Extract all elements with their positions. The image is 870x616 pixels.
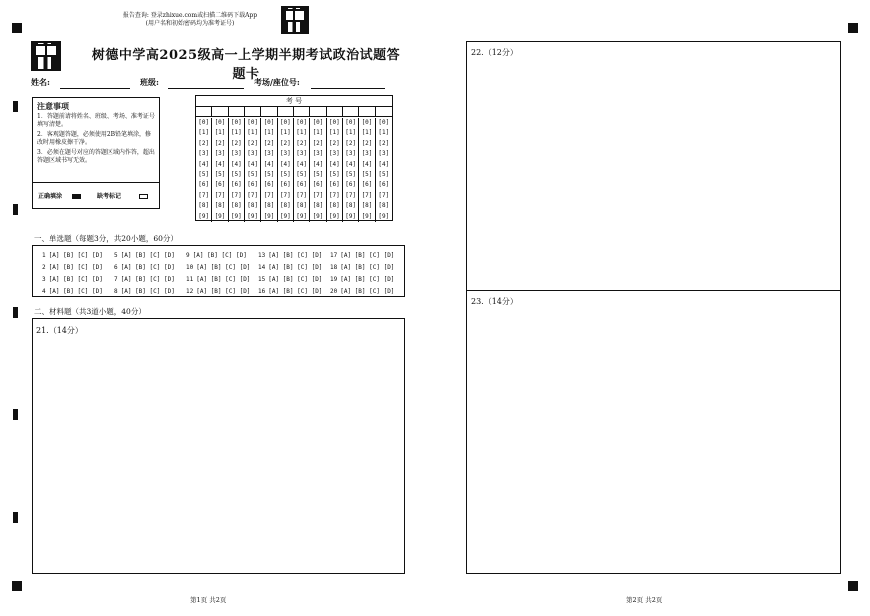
mc-options[interactable]: [A] [B] [C] [D] [268, 252, 323, 259]
digit-bubble[interactable]: [3] [279, 150, 291, 158]
digit-bubble[interactable]: [5] [312, 171, 324, 179]
digit-bubble[interactable]: [3] [230, 150, 242, 158]
digit-bubble[interactable]: [2] [378, 139, 390, 147]
digit-bubble[interactable]: [8] [378, 202, 390, 210]
app-qr-code [281, 6, 309, 34]
mc-options[interactable]: [A] [B] [C] [D] [120, 276, 175, 283]
digit-bubble[interactable]: [9] [312, 212, 324, 220]
digit-bubble[interactable]: [2] [198, 139, 210, 147]
digit-bubble[interactable]: [9] [247, 212, 259, 220]
digit-bubble[interactable]: [5] [296, 171, 308, 179]
corner-mark-bottom-right [848, 581, 858, 591]
answer-area-q23[interactable] [466, 290, 841, 574]
timing-mark [13, 204, 18, 215]
digit-bubble[interactable]: [3] [378, 150, 390, 158]
correct-fill-sample [72, 194, 81, 199]
mc-question-number: 3 [42, 276, 46, 283]
mc-question[interactable] [330, 264, 402, 272]
digit-bubble[interactable]: [4] [230, 160, 242, 168]
page-title: 树德中学高2025级高一上学期半期考试政治试题答题卡 [91, 48, 401, 82]
digit-bubble[interactable]: [2] [345, 139, 357, 147]
digit-bubble[interactable]: [0] [345, 119, 357, 126]
digit-bubble[interactable]: [5] [214, 171, 226, 179]
mc-question-number: 20 [330, 288, 338, 295]
mc-question[interactable] [186, 288, 258, 296]
digit-bubble[interactable]: [8] [263, 202, 275, 210]
digit-bubble[interactable]: [6] [230, 181, 242, 189]
exam-number-entry-cell[interactable] [376, 107, 392, 116]
mc-question[interactable] [42, 264, 114, 272]
digit-bubble[interactable]: [8] [361, 202, 373, 210]
mc-options[interactable]: [A] [B] [C] [D] [268, 264, 323, 271]
question-21-label: 21.（14分） [36, 326, 83, 335]
digit-bubble[interactable]: [3] [263, 150, 275, 158]
digit-bubble[interactable]: [9] [279, 212, 291, 220]
absent-mark-label: 缺考标记 [97, 193, 122, 200]
digit-bubble[interactable]: [7] [312, 191, 324, 199]
digit-bubble[interactable]: [6] [198, 181, 210, 189]
exam-number-column [261, 118, 277, 222]
digit-bubble[interactable]: [0] [263, 119, 275, 126]
mc-options[interactable]: [A] [B] [C] [D] [192, 252, 247, 259]
exam-number-bubbles [196, 118, 392, 220]
digit-bubble[interactable]: [6] [247, 181, 259, 189]
digit-bubble[interactable]: [0] [230, 119, 242, 126]
digit-bubble[interactable]: [4] [198, 160, 210, 168]
digit-bubble[interactable]: [7] [361, 191, 373, 199]
mc-options[interactable]: [A] [B] [C] [D] [48, 288, 103, 295]
mc-question-number: 8 [114, 288, 118, 295]
digit-bubble[interactable]: [3] [361, 150, 373, 158]
digit-bubble[interactable]: [0] [378, 119, 390, 126]
timing-mark [13, 512, 18, 523]
mc-options[interactable]: [A] [B] [C] [D] [196, 264, 251, 271]
digit-bubble[interactable]: [9] [198, 212, 210, 220]
mc-question[interactable] [186, 252, 258, 260]
section2-label: 二、材料题（共3道小题，40分） [34, 307, 146, 316]
exam-number-entry-cell[interactable] [245, 107, 261, 116]
mc-question-number: 4 [42, 288, 46, 295]
timing-mark [13, 409, 18, 420]
mc-question-number: 7 [114, 276, 118, 283]
mc-options[interactable]: [A] [B] [C] [D] [48, 252, 103, 259]
mc-question-number: 2 [42, 264, 46, 271]
digit-bubble[interactable]: [7] [345, 191, 357, 199]
mc-question[interactable] [258, 252, 330, 260]
exam-number-column [359, 118, 375, 222]
exam-number-entry-cell[interactable] [294, 107, 310, 116]
mc-question-number: 19 [330, 276, 338, 283]
digit-bubble[interactable]: [7] [328, 191, 340, 199]
digit-bubble[interactable]: [6] [378, 181, 390, 189]
digit-bubble[interactable]: [0] [361, 119, 373, 126]
class-field[interactable] [168, 88, 244, 89]
exam-number-entry-cell[interactable] [343, 107, 359, 116]
report-query-line2: (用户名和初始密码均为准考证号) [145, 20, 235, 27]
digit-bubble[interactable]: [5] [361, 171, 373, 179]
name-field[interactable] [60, 88, 130, 89]
digit-bubble[interactable]: [2] [296, 139, 308, 147]
mc-options[interactable]: [A] [B] [C] [D] [340, 264, 395, 271]
digit-bubble[interactable]: [8] [230, 202, 242, 210]
mc-options[interactable]: [A] [B] [C] [D] [48, 276, 103, 283]
exam-number-column [294, 118, 310, 222]
digit-bubble[interactable]: [8] [279, 202, 291, 210]
digit-bubble[interactable]: [7] [378, 191, 390, 199]
digit-bubble[interactable]: [4] [247, 160, 259, 168]
digit-bubble[interactable]: [1] [214, 129, 226, 137]
digit-bubble[interactable]: [2] [328, 139, 340, 147]
mc-question[interactable] [114, 264, 186, 272]
digit-bubble[interactable]: [5] [198, 171, 210, 179]
digit-bubble[interactable]: [4] [378, 160, 390, 168]
exam-number-entry-cell[interactable] [278, 107, 294, 116]
digit-bubble[interactable]: [5] [345, 171, 357, 179]
exam-number-column [196, 118, 212, 222]
digit-bubble[interactable]: [7] [279, 191, 291, 199]
mc-question-number: 11 [186, 276, 194, 283]
mc-question[interactable] [258, 288, 330, 296]
mc-question[interactable] [42, 276, 114, 284]
digit-bubble[interactable]: [6] [263, 181, 275, 189]
digit-bubble[interactable]: [6] [312, 181, 324, 189]
digit-bubble[interactable]: [2] [361, 139, 373, 147]
digit-bubble[interactable]: [3] [328, 150, 340, 158]
mc-options[interactable]: [A] [B] [C] [D] [340, 252, 395, 259]
digit-bubble[interactable]: [8] [312, 202, 324, 210]
exam-number-entry-cell[interactable] [196, 107, 212, 116]
digit-bubble[interactable]: [7] [198, 191, 210, 199]
digit-bubble[interactable]: [1] [279, 129, 291, 137]
digit-bubble[interactable]: [3] [247, 150, 259, 158]
digit-bubble[interactable]: [4] [296, 160, 308, 168]
digit-bubble[interactable]: [9] [263, 212, 275, 220]
digit-bubble[interactable]: [3] [214, 150, 226, 158]
mc-question-number: 13 [258, 252, 266, 259]
timing-mark [13, 101, 18, 112]
room-seat-field[interactable] [311, 88, 385, 89]
mc-question-number: 5 [114, 252, 118, 259]
digit-bubble[interactable]: [9] [296, 212, 308, 220]
exam-number-column [343, 118, 359, 222]
digit-bubble[interactable]: [8] [328, 202, 340, 210]
digit-bubble[interactable]: [5] [328, 171, 340, 179]
exam-number-entry-cell[interactable] [229, 107, 245, 116]
exam-number-column [229, 118, 245, 222]
notice-item: 1．答题前请将姓名、班级、考场、准考证号填写清楚。 [37, 113, 155, 128]
digit-bubble[interactable]: [8] [198, 202, 210, 210]
digit-bubble[interactable]: [6] [279, 181, 291, 189]
digit-bubble[interactable]: [1] [230, 129, 242, 137]
digit-bubble[interactable]: [7] [247, 191, 259, 199]
corner-mark-top-left [12, 23, 22, 33]
mc-options[interactable]: [A] [B] [C] [D] [120, 288, 175, 295]
mc-question-number: 16 [258, 288, 266, 295]
digit-bubble[interactable]: [4] [361, 160, 373, 168]
student-qr-code [31, 41, 61, 71]
digit-bubble[interactable]: [6] [361, 181, 373, 189]
exam-number-column [245, 118, 261, 222]
mc-options[interactable]: [A] [B] [C] [D] [120, 252, 175, 259]
digit-bubble[interactable]: [1] [312, 129, 324, 137]
exam-number-column [310, 118, 326, 222]
page-footer-1: 第1页 共2页 [190, 596, 227, 604]
section1-label: 一、单选题（每题3分，共20小题，60分） [34, 234, 178, 243]
digit-bubble[interactable]: [4] [279, 160, 291, 168]
name-label: 姓名: [31, 77, 50, 87]
notice-item: 3．必须在题号对应的答题区域内作答，超出答题区域书写无效。 [37, 149, 155, 164]
mc-question-number: 17 [330, 252, 338, 259]
mc-question-number: 12 [186, 288, 194, 295]
digit-bubble[interactable]: [1] [247, 129, 259, 137]
exam-number-entry-cell[interactable] [310, 107, 326, 116]
digit-bubble[interactable]: [1] [328, 129, 340, 137]
mc-question[interactable] [258, 276, 330, 284]
digit-bubble[interactable]: [1] [263, 129, 275, 137]
correct-fill-label: 正确填涂 [38, 193, 63, 200]
mc-question-number: 10 [186, 264, 194, 271]
digit-bubble[interactable]: [6] [328, 181, 340, 189]
report-query-line1: 报告查询: 登录zhixue.com或扫描二维码下载App [122, 12, 258, 19]
report-query-note [100, 12, 280, 28]
digit-bubble[interactable]: [5] [279, 171, 291, 179]
digit-bubble[interactable]: [0] [328, 119, 340, 126]
class-label: 班级: [140, 77, 159, 87]
mc-question[interactable] [114, 276, 186, 284]
page-footer-2: 第2页 共2页 [626, 596, 663, 604]
digit-bubble[interactable]: [9] [345, 212, 357, 220]
digit-bubble[interactable]: [9] [230, 212, 242, 220]
mc-question[interactable] [42, 288, 114, 296]
digit-bubble[interactable]: [8] [345, 202, 357, 210]
exam-number-entry-row [196, 107, 392, 117]
question-23-label: 23.（14分） [471, 297, 518, 306]
digit-bubble[interactable]: [3] [345, 150, 357, 158]
exam-number-header: 考 号 [285, 97, 303, 105]
exam-number-entry-cell[interactable] [261, 107, 277, 116]
digit-bubble[interactable]: [0] [214, 119, 226, 126]
digit-bubble[interactable]: [6] [345, 181, 357, 189]
digit-bubble[interactable]: [4] [345, 160, 357, 168]
exam-number-entry-cell[interactable] [359, 107, 375, 116]
mc-question-number: 1 [42, 252, 46, 259]
exam-number-entry-cell[interactable] [327, 107, 343, 116]
digit-bubble[interactable]: [9] [361, 212, 373, 220]
mc-question[interactable] [330, 276, 402, 284]
mc-options[interactable]: [A] [B] [C] [D] [268, 288, 323, 295]
mc-options[interactable]: [A] [B] [C] [D] [48, 264, 103, 271]
digit-bubble[interactable]: [3] [312, 150, 324, 158]
mc-question[interactable] [330, 288, 402, 296]
notice-list [37, 113, 155, 167]
mc-options[interactable]: [A] [B] [C] [D] [120, 264, 175, 271]
mc-question[interactable] [186, 276, 258, 284]
mc-options[interactable]: [A] [B] [C] [D] [196, 276, 251, 283]
digit-bubble[interactable]: [2] [247, 139, 259, 147]
digit-bubble[interactable]: [2] [230, 139, 242, 147]
digit-bubble[interactable]: [5] [378, 171, 390, 179]
digit-bubble[interactable]: [4] [328, 160, 340, 168]
digit-bubble[interactable]: [1] [296, 129, 308, 137]
mc-question[interactable] [114, 288, 186, 296]
digit-bubble[interactable]: [1] [345, 129, 357, 137]
digit-bubble[interactable]: [2] [263, 139, 275, 147]
exam-number-column [327, 118, 343, 222]
digit-bubble[interactable]: [9] [214, 212, 226, 220]
corner-mark-bottom-left [12, 581, 22, 591]
digit-bubble[interactable]: [7] [230, 191, 242, 199]
mc-question-number: 15 [258, 276, 266, 283]
digit-bubble[interactable]: [7] [263, 191, 275, 199]
digit-bubble[interactable]: [0] [198, 119, 210, 126]
digit-bubble[interactable]: [5] [230, 171, 242, 179]
mc-options[interactable]: [A] [B] [C] [D] [268, 276, 323, 283]
corner-mark-top-right [848, 23, 858, 33]
digit-bubble[interactable]: [1] [361, 129, 373, 137]
digit-bubble[interactable]: [2] [279, 139, 291, 147]
mc-question-number: 6 [114, 264, 118, 271]
exam-number-entry-cell[interactable] [212, 107, 228, 116]
digit-bubble[interactable]: [3] [198, 150, 210, 158]
mc-question-number: 9 [186, 252, 190, 259]
digit-bubble[interactable]: [0] [312, 119, 324, 126]
answer-area-q21[interactable] [32, 318, 405, 574]
digit-bubble[interactable]: [2] [312, 139, 324, 147]
timing-mark [13, 307, 18, 318]
notice-item: 2．客观题答题，必须使用2B铅笔填涂，修改时用橡皮擦干净。 [37, 131, 152, 146]
mc-question[interactable] [42, 252, 114, 260]
digit-bubble[interactable]: [3] [296, 150, 308, 158]
digit-bubble[interactable]: [6] [214, 181, 226, 189]
notice-divider [33, 182, 159, 183]
mc-question[interactable] [186, 264, 258, 272]
notice-heading: 注意事项 [37, 101, 69, 111]
mc-question[interactable] [258, 264, 330, 272]
digit-bubble[interactable]: [8] [214, 202, 226, 210]
multiple-choice-grid [42, 252, 402, 296]
digit-bubble[interactable]: [4] [214, 160, 226, 168]
digit-bubble[interactable]: [5] [263, 171, 275, 179]
digit-bubble[interactable]: [2] [214, 139, 226, 147]
digit-bubble[interactable]: [0] [247, 119, 259, 126]
question-22-label: 22.（12分） [471, 48, 518, 57]
digit-bubble[interactable]: [0] [296, 119, 308, 126]
digit-bubble[interactable]: [0] [279, 119, 291, 126]
room-seat-label: 考场/座位号: [254, 77, 300, 87]
digit-bubble[interactable]: [4] [312, 160, 324, 168]
digit-bubble[interactable]: [1] [198, 129, 210, 137]
mc-options[interactable]: [A] [B] [C] [D] [340, 288, 395, 295]
answer-area-q22[interactable] [466, 41, 841, 291]
digit-bubble[interactable]: [8] [247, 202, 259, 210]
digit-bubble[interactable]: [1] [378, 129, 390, 137]
exam-number-column [212, 118, 228, 222]
absent-mark-checkbox[interactable] [139, 194, 148, 199]
digit-bubble[interactable]: [7] [214, 191, 226, 199]
mc-question-number: 18 [330, 264, 338, 271]
mc-question-number: 14 [258, 264, 266, 271]
digit-bubble[interactable]: [7] [296, 191, 308, 199]
digit-bubble[interactable]: [9] [378, 212, 390, 220]
mc-options[interactable]: [A] [B] [C] [D] [196, 288, 251, 295]
digit-bubble[interactable]: [8] [296, 202, 308, 210]
digit-bubble[interactable]: [5] [247, 171, 259, 179]
exam-number-column [278, 118, 294, 222]
digit-bubble[interactable]: [4] [263, 160, 275, 168]
mc-question[interactable] [330, 252, 402, 260]
digit-bubble[interactable]: [9] [328, 212, 340, 220]
mc-question[interactable] [114, 252, 186, 260]
digit-bubble[interactable]: [6] [296, 181, 308, 189]
mc-options[interactable]: [A] [B] [C] [D] [340, 276, 395, 283]
exam-number-column [376, 118, 392, 222]
